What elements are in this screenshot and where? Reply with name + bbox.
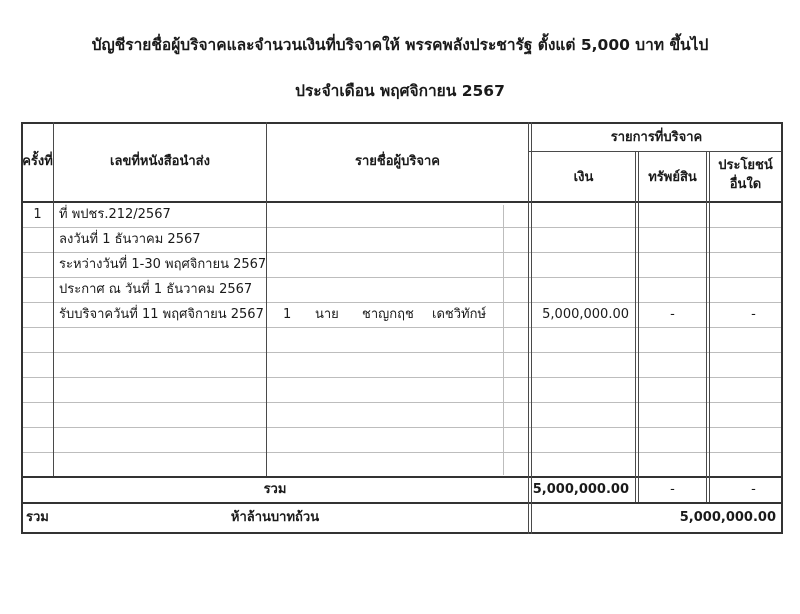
doc-line: ระหว่างวันที่ 1-30 พฤศจิกายน 2567 [59, 257, 267, 272]
rule-line [22, 452, 781, 453]
subtotal-other: - [751, 482, 756, 497]
subtotal-property: - [670, 482, 675, 497]
col-divider [709, 151, 710, 502]
rule-line [22, 227, 781, 228]
rule-line [22, 352, 781, 353]
grand-total-amount-text: ห้าล้านบาทถ้วน [230, 510, 320, 525]
col-divider [706, 151, 707, 502]
header-cash: เงิน [573, 170, 594, 185]
donor-last-name: เดชวิทักษ์ [432, 307, 487, 322]
rule-line [22, 277, 781, 278]
donor-first-name: ชาญกฤช [362, 307, 414, 322]
col-divider [266, 122, 267, 476]
table-right-border [781, 122, 783, 534]
body-bottom-border [21, 476, 783, 478]
rule-line [22, 327, 781, 328]
entry-cash: 5,000,000.00 [542, 307, 629, 322]
col-divider [635, 151, 636, 502]
grand-total-amount: 5,000,000.00 [679, 510, 776, 525]
entry-other: - [751, 307, 756, 322]
subtotal-cash: 5,000,000.00 [532, 482, 629, 497]
col-divider [528, 122, 529, 534]
entry-no: 1 [33, 207, 42, 222]
header-bottom-border [21, 201, 783, 203]
header-donation-group: รายการที่บริจาค [610, 130, 703, 145]
grand-total-label: รวม [26, 510, 49, 525]
subtotal-label: รวม [263, 482, 287, 497]
rule-line [22, 377, 781, 378]
header-other-benefit-line2: อื่นใด [729, 177, 762, 192]
rule-line [22, 252, 781, 253]
doc-line: ลงวันที่ 1 ธันวาคม 2567 [59, 232, 201, 247]
header-property: ทรัพย์สิน [648, 170, 697, 185]
col-divider [53, 122, 54, 476]
document-title: บัญชีรายชื่อผู้บริจาคและจำนวนเงินที่บริจาคให้ พรรคพลังประชารัฐ ตั้งแต่ 5,000 บาท ขึ้นไป [91, 36, 709, 54]
table-left-border [21, 122, 23, 534]
donor-title: นาย [315, 307, 339, 322]
col-divider [503, 205, 504, 475]
doc-line: ที่ พปชร.212/2567 [59, 207, 171, 222]
rule-line [22, 402, 781, 403]
doc-line: รับบริจาควันที่ 11 พฤศจิกายน 2567 [59, 307, 264, 322]
subtotal-bottom-border [21, 502, 783, 504]
doc-line: ประกาศ ณ วันที่ 1 ธันวาคม 2567 [59, 282, 253, 297]
header-doc-ref: เลขที่หนังสือนำส่ง [110, 154, 210, 169]
entry-property: - [670, 307, 675, 322]
header-donor: รายชื่อผู้บริจาค [355, 154, 440, 169]
table-top-border [21, 122, 783, 124]
document-subtitle: ประจำเดือน พฤศจิกายน 2567 [295, 82, 505, 100]
header-other-benefit: ประโยชน์ [718, 158, 773, 173]
table-bottom-border [21, 532, 783, 534]
donor-number: 1 [283, 307, 292, 322]
header-no: ครั้งที่ [22, 154, 53, 169]
rule-line [22, 302, 781, 303]
rule-line [22, 427, 781, 428]
group-header-divider [529, 151, 782, 152]
col-divider [638, 151, 639, 502]
